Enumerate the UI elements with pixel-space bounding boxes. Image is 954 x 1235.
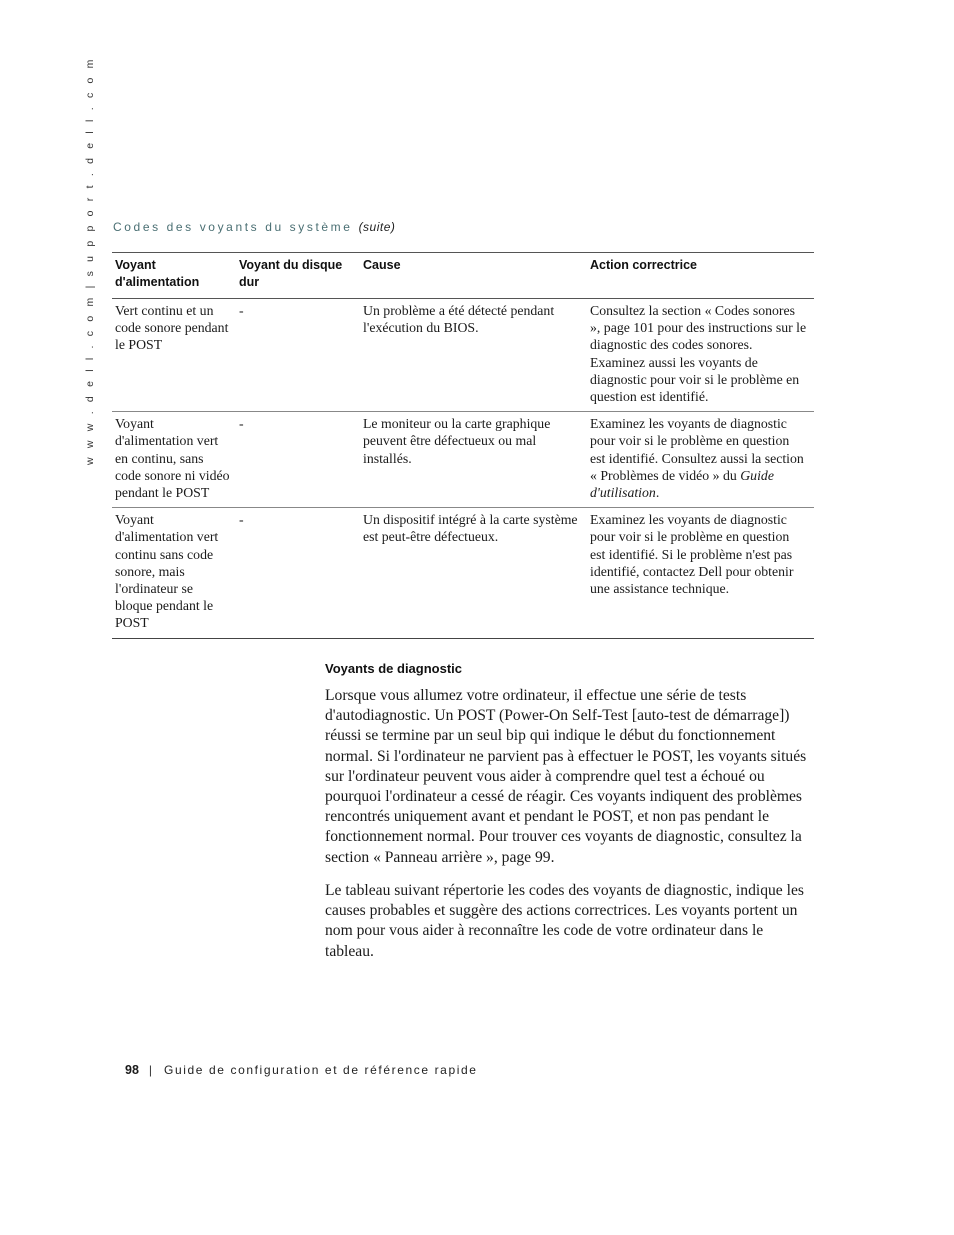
table-row [112, 412, 814, 508]
cell-disk-light: - [236, 508, 360, 638]
table-row [112, 299, 814, 412]
action-text-end: . [655, 485, 660, 501]
guide-title: Guide de configuration et de référence rapide [164, 1063, 478, 1077]
side-url: w w w . d e l l . c o m | s u p p o r t . d e l l . c o m [84, 56, 96, 465]
cell-action: Consultez la section « Codes sonores », page 101 pour des instructions sur le diagnostic des codes sonores. Examinez aussi les voyants de diagnostic pour voir si le problème en question est identifié. [587, 299, 814, 412]
cell-power-light: Voyant d'alimentation vert en continu, sans code sonore ni vidéo pendant le POST [112, 412, 236, 508]
section-heading: Voyants de diagnostic [325, 661, 463, 676]
table-row [112, 508, 814, 638]
header-power-light: Voyant d'alimentation [112, 253, 236, 299]
action-text: Examinez les voyants de diagnostic pour voir si le problème en question est identifié. Consultez aussi la section « Problèmes de vidéo » du [590, 416, 804, 483]
body-paragraph: Lorsque vous allumez votre ordinateur, il effectue une série de tests d'autodiagnostic. Un POST (Power-On Self-Test [auto-test de démarrage]) réussi se termine par un seul bip qui indique le début du fonctionnement normal. Si l'ordinateur ne parvient pas à effectuer le POST, les voyants situés sur l'ordinateur peuvent vous aider à comprendre quel test a échoué ou pourquoi l'ordinateur a cessé de réagir. Ces voyants indiquent des problèmes rencontrés uniquement avant et pendant le POST, et non pas pendant le fonctionnement normal. Pour trouver ces voyants de diagnostic, consultez la section « Panneau arrière », page 99. [325, 687, 807, 866]
cell-power-light: Vert continu et un code sonore pendant le POST [112, 299, 236, 412]
guide-reference: Guide d'utilisation [590, 467, 774, 501]
cell-power-light: Voyant d'alimentation vert continu sans code sonore, mais l'ordinateur se bloque pendant le POST [112, 508, 236, 638]
cell-disk-light: - [236, 412, 360, 508]
page-footer [125, 1063, 478, 1077]
body-paragraph: Le tableau suivant répertorie les codes des voyants de diagnostic, indique les causes probables et suggère des actions correctrices. Les voyants portent un nom pour vous aider à reconnaître les code de votre ordinateur dans le tableau. [325, 882, 804, 960]
header-cause: Cause [360, 253, 587, 299]
header-action: Action correctrice [587, 253, 814, 299]
table-header-row [112, 253, 814, 299]
system-lights-table [112, 252, 814, 639]
page-number: 98 [125, 1063, 139, 1077]
cell-cause: Le moniteur ou la carte graphique peuvent être défectueux ou mal installés. [360, 412, 587, 508]
footer-separator: | [148, 1063, 153, 1077]
table-caption-title: Codes des voyants du système [113, 220, 353, 234]
cell-disk-light: - [236, 299, 360, 412]
cell-cause: Un dispositif intégré à la carte système est peut-être défectueux. [360, 508, 587, 638]
cell-cause: Un problème a été détecté pendant l'exécution du BIOS. [360, 299, 587, 412]
cell-action: Examinez les voyants de diagnostic pour voir si le problème en question est identifié. Si le problème n'est pas identifié, contactez Dell pour obtenir une assistance technique. [587, 508, 814, 638]
cell-action [587, 412, 814, 508]
table-caption [113, 220, 395, 234]
table-caption-suite: (suite) [358, 220, 396, 234]
header-disk-light: Voyant du disque dur [236, 253, 360, 299]
